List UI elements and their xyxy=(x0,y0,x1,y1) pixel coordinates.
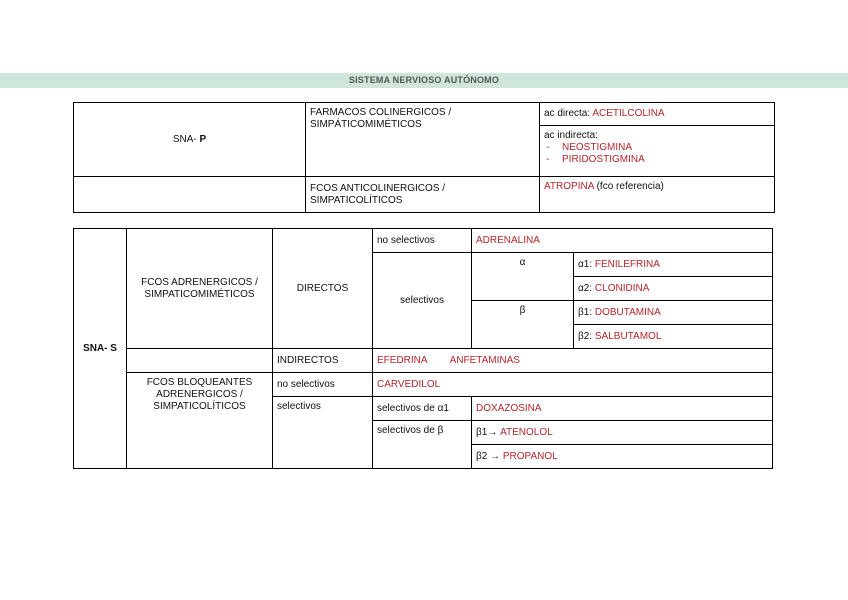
atropina-cell: ATROPINA (fco referencia) xyxy=(540,177,775,213)
bloq-no-selectivos-cell: no selectivos xyxy=(273,373,373,397)
doxazosina-cell: DOXAZOSINA xyxy=(472,397,773,421)
b2-cell: β2: SALBUTAMOL xyxy=(574,325,773,349)
alpha-cell: α xyxy=(472,253,574,301)
adrenalina-cell: ADRENALINA xyxy=(472,229,773,253)
sna-s-empty xyxy=(127,349,273,373)
sna-s-label: SNA- S xyxy=(74,229,127,469)
atenolol-cell: β1→ ATENOLOL xyxy=(472,421,773,445)
adrenergicos-cell: FCOS ADRENERGICOS / SIMPATICOMIMÉTICOS xyxy=(127,229,273,349)
bloq-selectivos-cell: selectivos xyxy=(273,397,373,469)
no-selectivos-cell: no selectivos xyxy=(373,229,472,253)
directos-cell: DIRECTOS xyxy=(273,229,373,349)
list-item: - NEOSTIGMINA xyxy=(562,142,770,154)
sna-p-table xyxy=(73,102,775,213)
sna-p-empty xyxy=(74,177,306,213)
sna-p-label: SNA- P xyxy=(74,103,306,177)
carvedilol-cell: CARVEDILOL xyxy=(373,373,773,397)
anticolinergicos-cell: FCOS ANTICOLINERGICOS / SIMPATICOLÍTICOS xyxy=(306,177,540,213)
propanol-cell: β2 → PROPANOL xyxy=(472,445,773,469)
selectivos-cell: selectivos xyxy=(373,253,472,349)
bloqueantes-cell: FCOS BLOQUEANTES ADRENERGICOS / SIMPATICOLÍTICOS xyxy=(127,373,273,469)
a1-cell: α1: FENILEFRINA xyxy=(574,253,773,277)
colinergicos-cell: FARMACOS COLINERGICOS / SIMPÁTICOMIMÉTICOS xyxy=(306,103,540,177)
beta-cell: β xyxy=(472,301,574,349)
page-title: SISTEMA NERVIOSO AUTÓNOMO xyxy=(0,73,848,88)
ac-indirecta-cell: ac indirecta: - NEOSTIGMINA - PIRIDOSTIGMINA xyxy=(540,126,775,177)
sna-s-table xyxy=(73,228,773,469)
sel-a1-cell: selectivos de α1 xyxy=(373,397,472,421)
a2-cell: α2: CLONIDINA xyxy=(574,277,773,301)
list-item: - PIRIDOSTIGMINA xyxy=(562,154,770,166)
b1-cell: β1: DOBUTAMINA xyxy=(574,301,773,325)
ac-directa-cell: ac directa: ACETILCOLINA xyxy=(540,103,775,126)
sel-b-cell: selectivos de β xyxy=(373,421,472,469)
indirectos-drugs-cell: EFEDRINA ANFETAMINAS xyxy=(373,349,773,373)
indirectos-cell: INDIRECTOS xyxy=(273,349,373,373)
